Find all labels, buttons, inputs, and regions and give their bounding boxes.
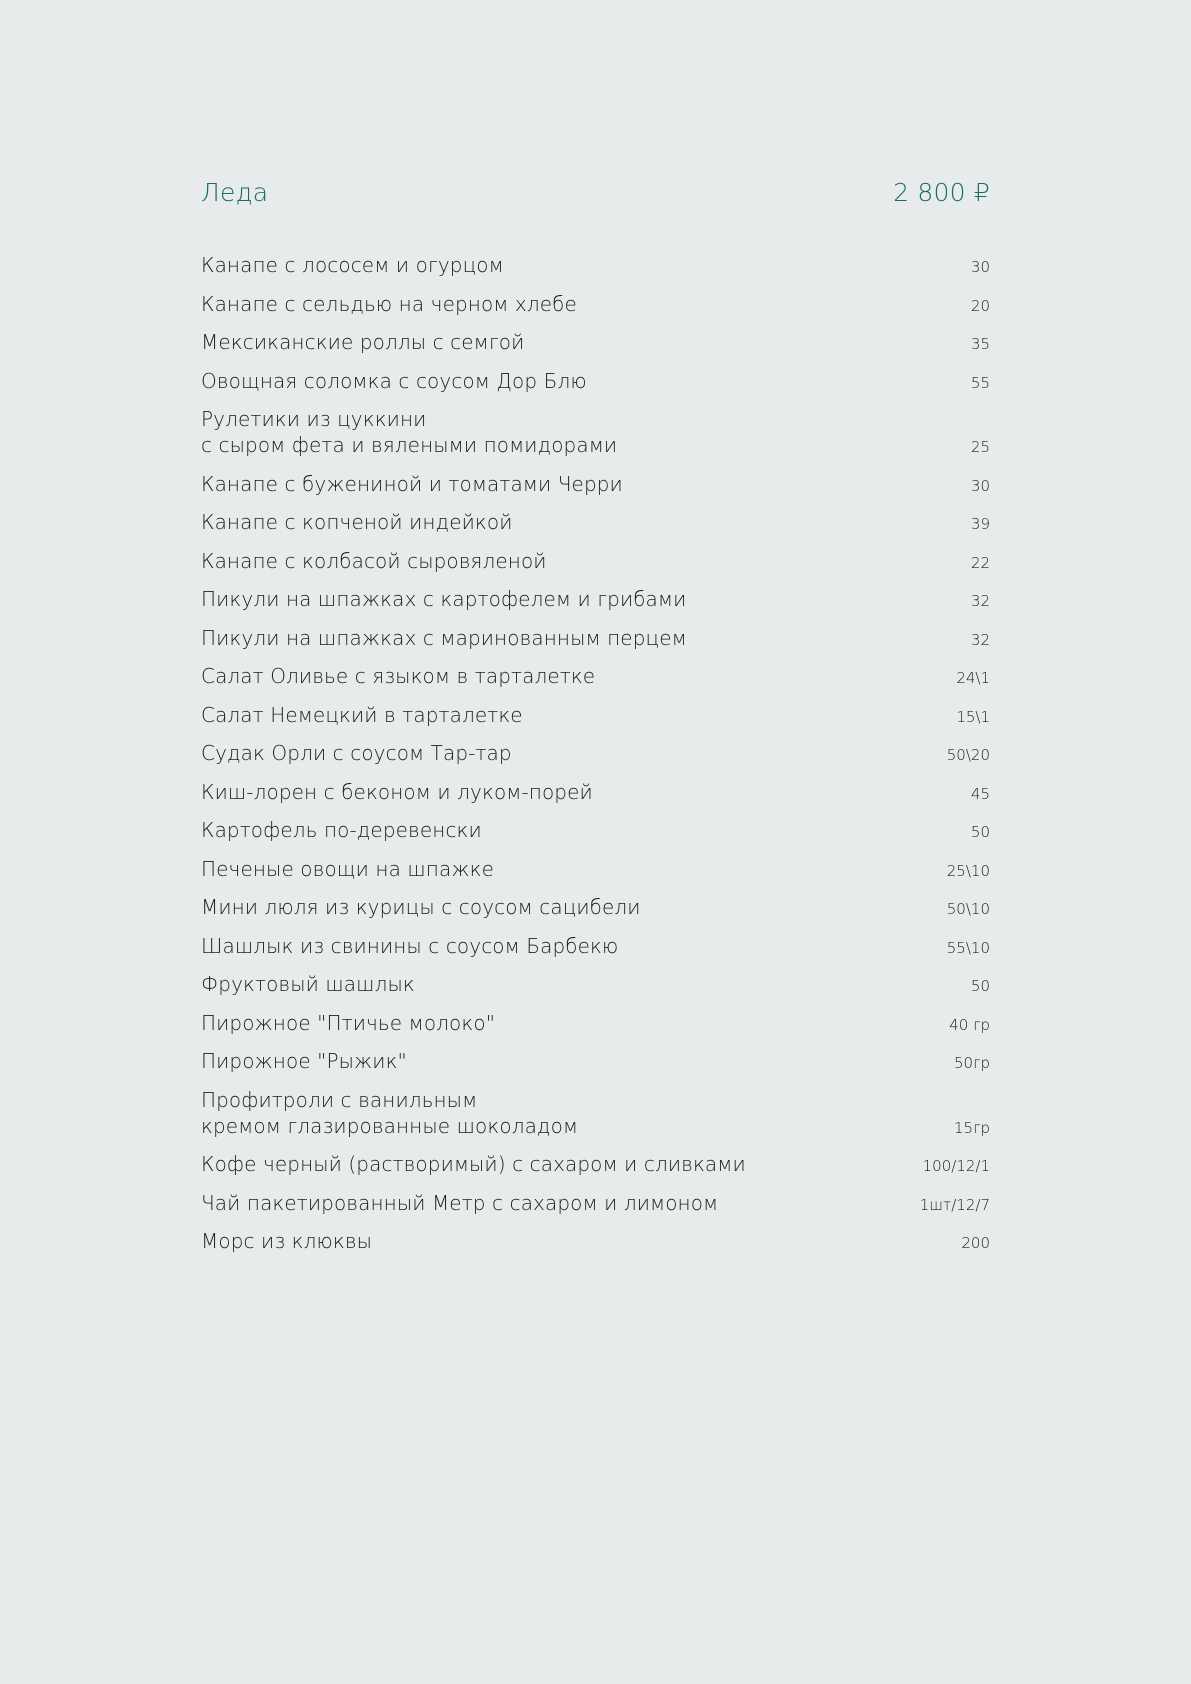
menu-item-weight: 50\10: [946, 900, 990, 918]
menu-item-name: Овощная соломка с соусом Дор Блю: [201, 368, 587, 393]
menu-item-weight: 50: [970, 823, 990, 841]
menu-item-name: Канапе с колбасой сыровяленой: [201, 548, 547, 573]
menu-item-name: Пирожное "Птичье молоко": [201, 1010, 495, 1035]
menu-item-weight: 50\20: [946, 746, 990, 764]
menu-item: [201, 894, 990, 920]
menu-item-weight: 30: [970, 476, 990, 495]
menu-item-name: Чай пакетированный Метр с сахаром и лимоном: [201, 1190, 719, 1215]
menu-item: [201, 856, 990, 882]
menu-item: [201, 1087, 990, 1139]
menu-item: [201, 1048, 990, 1074]
menu-item: [201, 406, 990, 458]
menu-item-weight: 50: [970, 977, 990, 995]
menu-item: [201, 779, 990, 805]
menu-item: [201, 933, 990, 959]
menu-item: [201, 548, 990, 574]
menu-page: [201, 178, 990, 1267]
menu-item-weight: 39: [970, 515, 990, 533]
menu-item: [201, 291, 990, 317]
menu-item: [201, 1190, 990, 1216]
menu-item-weight: 100/12/1: [922, 1157, 990, 1175]
menu-item-weight: 1шт/12/7: [919, 1195, 990, 1214]
menu-item-weight: 32: [970, 592, 990, 610]
menu-item-weight: 15гр: [954, 1118, 990, 1137]
menu-item-weight: 40 гр: [949, 1015, 990, 1034]
menu-item-name: Мини люля из курицы с соусом сацибели: [201, 895, 641, 919]
menu-item-weight: 15\1: [956, 707, 990, 726]
menu-item-weight: 30: [970, 258, 990, 276]
menu-item-weight: 25\10: [946, 861, 990, 880]
menu-price: 2 800 ₽: [893, 178, 990, 207]
menu-item: [201, 1010, 990, 1036]
menu-item: [201, 663, 990, 689]
menu-item-weight: 55\10: [946, 938, 990, 957]
menu-item-list: [201, 252, 990, 1254]
menu-item: [201, 471, 990, 497]
menu-item-weight: 32: [970, 630, 990, 649]
menu-item: [201, 368, 990, 394]
menu-item-name: Шашлык из свинины с соусом Барбекю: [201, 933, 619, 958]
menu-item: [201, 509, 990, 535]
menu-header: [201, 178, 990, 220]
menu-item-name: Профитроли с ванильным кремом глазированные шоколадом: [201, 1087, 579, 1138]
menu-item-name: Пикули на шпажках с маринованным перцем: [201, 625, 687, 650]
menu-item: [201, 971, 990, 997]
menu-item: [201, 1228, 990, 1254]
menu-item: [201, 817, 990, 843]
menu-item: [201, 625, 990, 651]
menu-item-name: Кофе черный (растворимый) с сахаром и сливками: [201, 1152, 746, 1176]
menu-item-name: Картофель по-деревенски: [201, 818, 482, 842]
menu-item-name: Киш-лорен с беконом и луком-порей: [201, 779, 593, 804]
menu-item: [201, 702, 990, 728]
menu-item-name: Канапе с сельдью на черном хлебе: [201, 291, 577, 316]
menu-item-name: Морс из клюквы: [201, 1229, 373, 1253]
menu-item: [201, 1151, 990, 1177]
menu-item-name: Фруктовый шашлык: [201, 972, 415, 996]
menu-item-name: Канапе с копченой индейкой: [201, 510, 513, 534]
menu-item-weight: 50гр: [954, 1054, 990, 1072]
menu-item-name: Пикули на шпажках с картофелем и грибами: [201, 587, 687, 611]
menu-item-name: Рулетики из цуккини с сыром фета и вялеными помидорами: [201, 407, 618, 457]
menu-item-weight: 24\1: [956, 669, 990, 687]
menu-item: [201, 586, 990, 612]
menu-item-name: Печеные овощи на шпажке: [201, 856, 494, 881]
menu-item-weight: 55: [970, 373, 990, 392]
menu-item-weight: 35: [970, 335, 990, 353]
menu-item-name: Канапе с бужениной и томатами Черри: [201, 471, 623, 496]
menu-item-weight: 22: [970, 553, 990, 572]
menu-item: [201, 252, 990, 278]
menu-item-name: Канапе с лососем и огурцом: [201, 253, 504, 277]
menu-item-weight: 200: [961, 1234, 990, 1252]
menu-item-weight: 25: [970, 438, 990, 456]
menu-item-name: Судак Орли с соусом Тар-тар: [201, 741, 512, 765]
menu-item-name: Салат Немецкий в тарталетке: [201, 702, 523, 727]
menu-title: Леда: [201, 178, 269, 207]
menu-item-name: Пирожное "Рыжик": [201, 1049, 407, 1073]
menu-item-weight: 20: [970, 296, 990, 315]
menu-item: [201, 740, 990, 766]
menu-item-name: Салат Оливье с языком в тарталетке: [201, 664, 596, 688]
menu-item: [201, 329, 990, 355]
menu-item-weight: 45: [970, 784, 990, 803]
menu-item-name: Мексиканские роллы с семгой: [201, 330, 525, 354]
